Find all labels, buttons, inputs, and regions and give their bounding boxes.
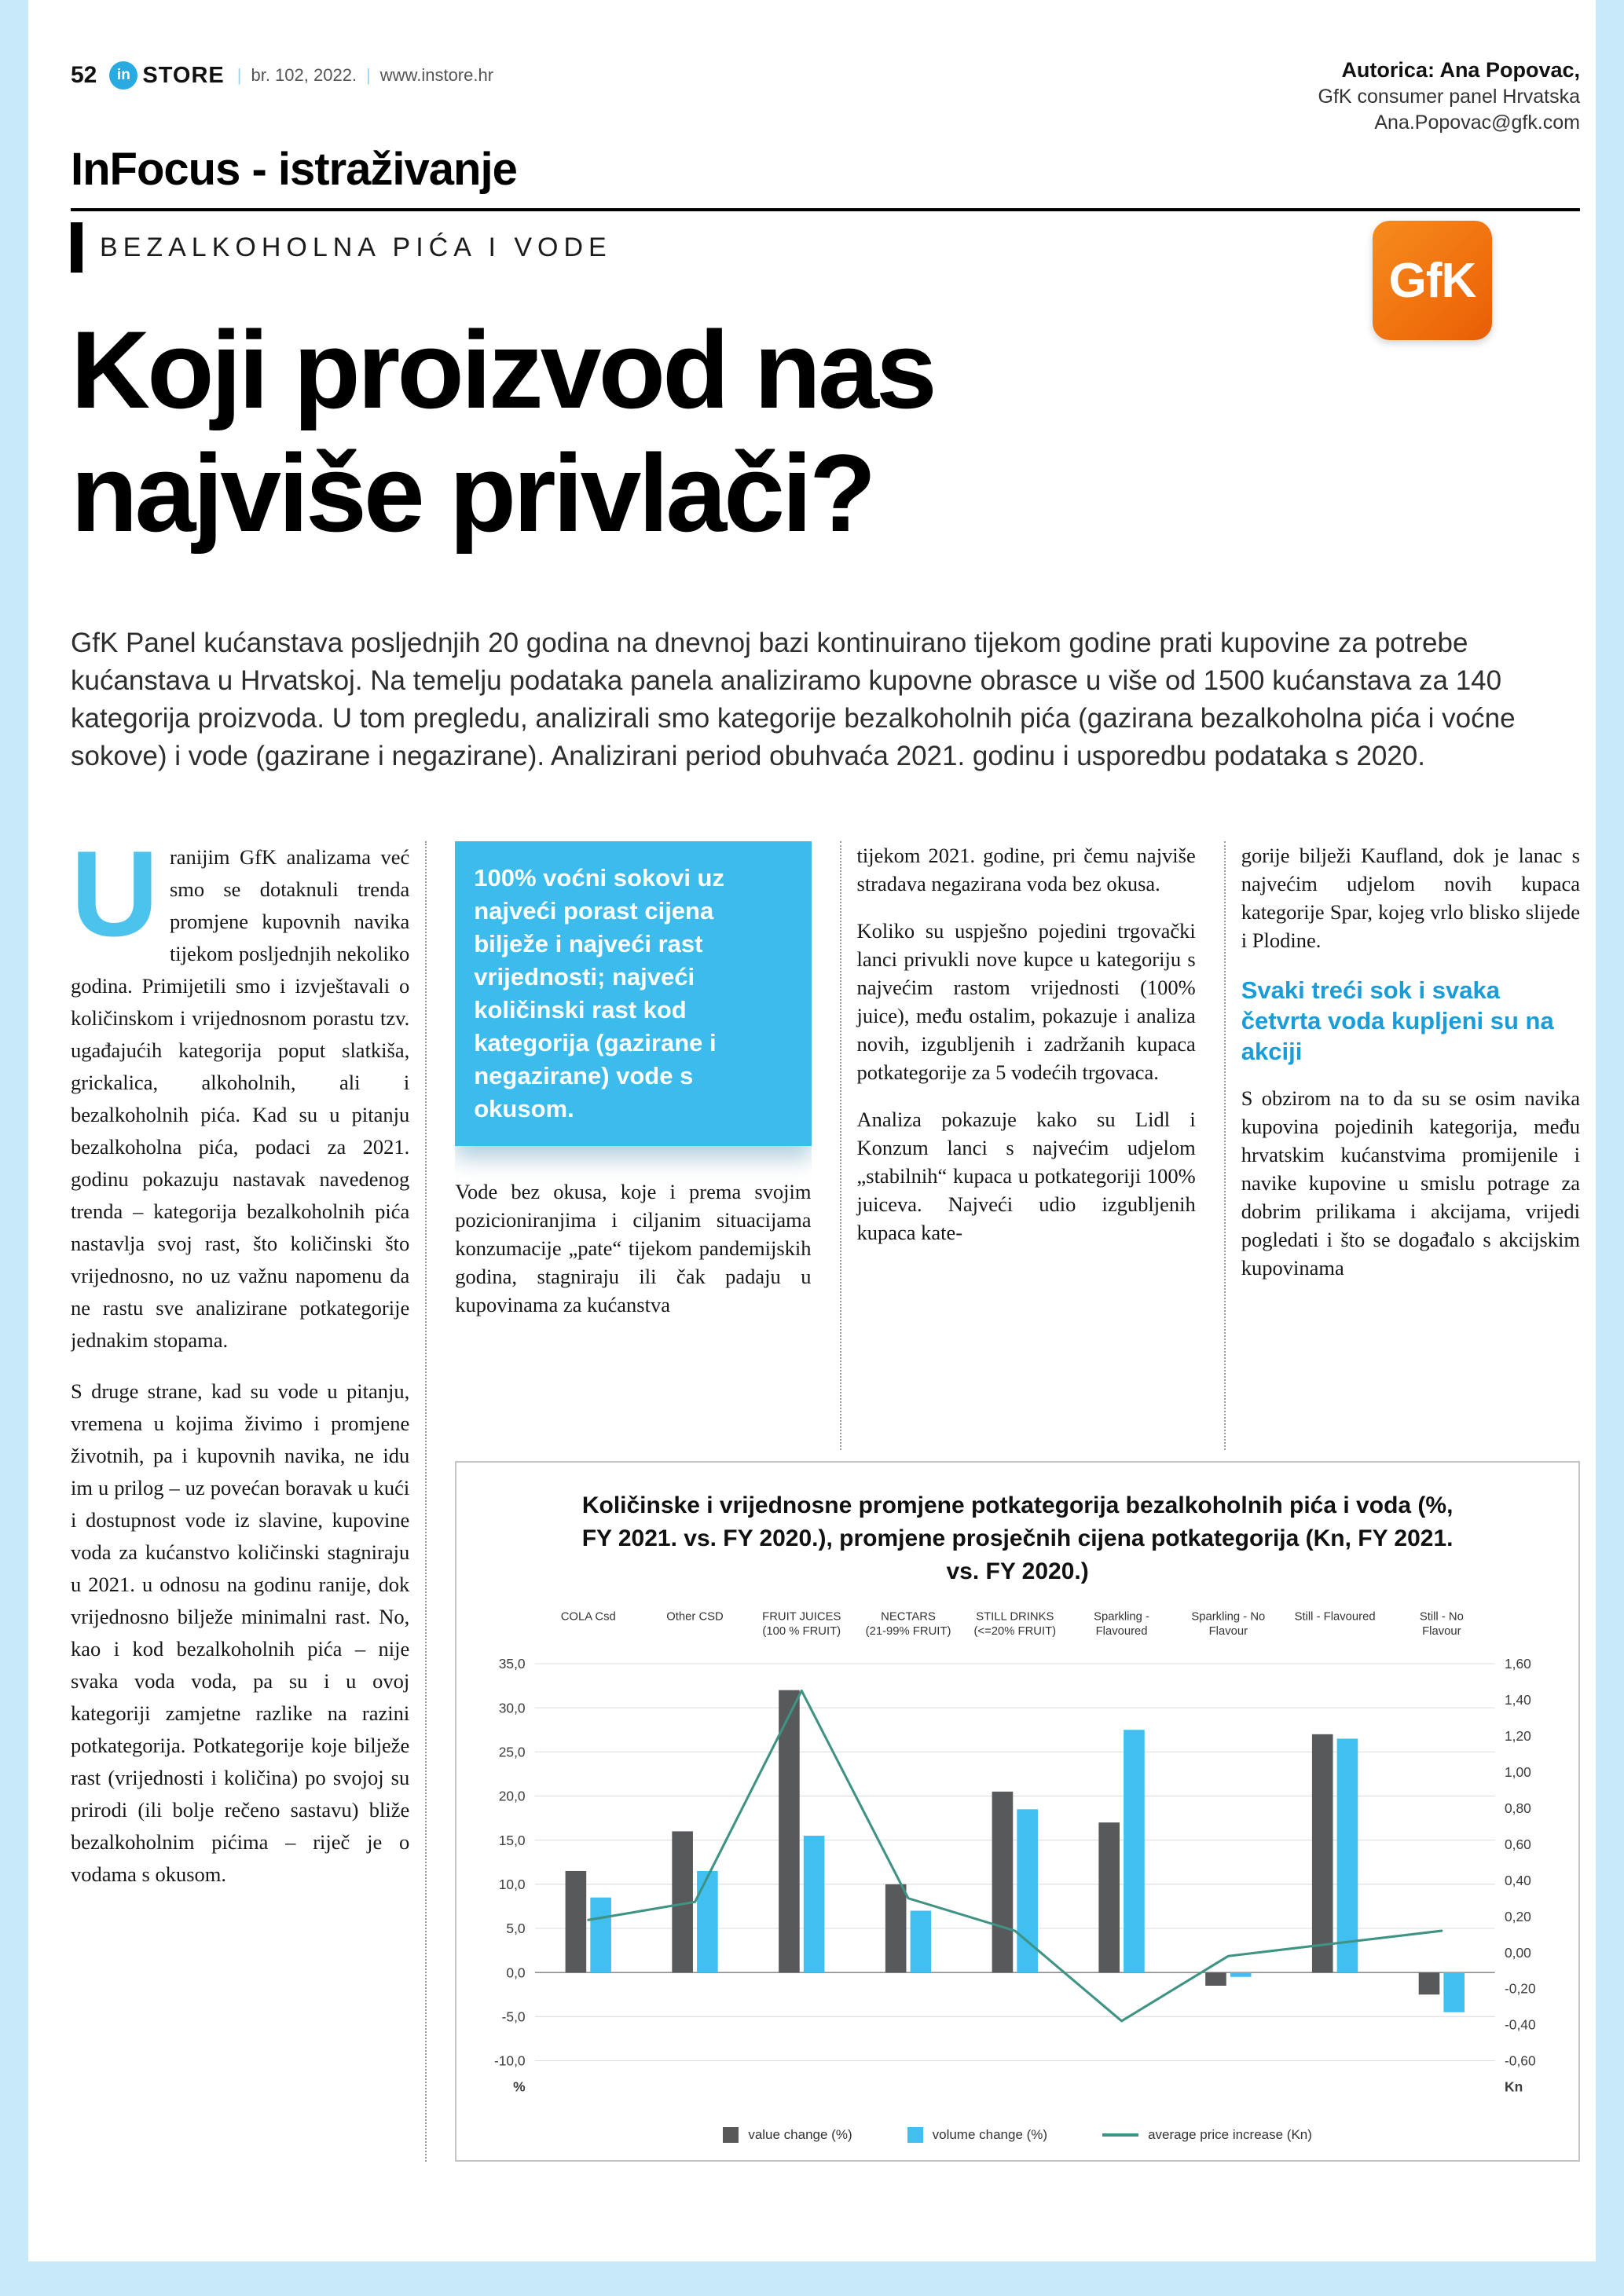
svg-text:35,0: 35,0 [499, 1655, 526, 1672]
instore-logo [109, 61, 224, 90]
chart-box [455, 1461, 1580, 2162]
paragraph: tijekom 2021. godine, pri čemu najviše stradava negazirana voda bez okusa. [856, 843, 1196, 895]
svg-text:(<=20% FRUIT): (<=20% FRUIT) [973, 1624, 1057, 1638]
legend-item-value-change [723, 2127, 852, 2143]
section-title-sub: - istraživanje [251, 144, 517, 196]
svg-text:NECTARS: NECTARS [881, 1610, 937, 1624]
paragraph: Koliko su uspješno pojedini trgovački lanci privukli nove kupce u kategoriju s najvećim rastom vrijednosti (100% juice), među ostalim, pokazuje i analiza novih, izgubljenih i zadržanih kupaca potkategorije za 5 vodećih trgovaca. [856, 918, 1196, 1084]
category-label: BEZALKOHOLNA PIĆA I VODE [100, 232, 612, 262]
svg-text:0,20: 0,20 [1505, 1908, 1532, 1924]
website-link[interactable]: www.instore.hr [379, 65, 494, 85]
masthead-left [71, 57, 493, 90]
legend-swatch-price-line [1102, 2133, 1138, 2137]
issue-label: br. 102, 2022. [251, 65, 357, 85]
svg-text:-5,0: -5,0 [501, 2009, 526, 2025]
column-4 [1224, 841, 1580, 1450]
masthead [71, 0, 1580, 135]
svg-text:Other CSD: Other CSD [666, 1610, 724, 1624]
svg-text:-0,40: -0,40 [1505, 2016, 1536, 2033]
legend-swatch-volume-change [907, 2127, 923, 2143]
svg-text:Sparkling -: Sparkling - [1094, 1610, 1150, 1624]
svg-text:COLA Csd: COLA Csd [560, 1610, 617, 1624]
article-body [71, 841, 1580, 2162]
svg-text:FRUIT JUICES: FRUIT JUICES [762, 1610, 841, 1624]
lead-paragraph: GfK Panel kućanstava posljednjih 20 godina na dnevnoj bazi kontinuirano tijekom godine prati kupovine za potrebe kućanstava u Hrvatskoj. Na temelju podataka panela analiziramo kupovne obrasce u više od 1500 kućanstava za 140 kategorija proizvoda. U tom pregledu, analizirali smo kategorije bezalkoholnih pića (gazirana bezalkoholna pića i voćne sokove) i vode (gazirane i negazirane). Analizirani period obuhvaća 2021. godinu i usporedbu podataka s 2020. [71, 627, 1516, 771]
author-org: GfK consumer panel Hrvatska [1318, 86, 1580, 108]
separator-icon: | [236, 65, 242, 85]
svg-text:0,80: 0,80 [1505, 1800, 1532, 1816]
paragraph: S obzirom na to da su se osim navika kupovina pojedinih kategorija, među hrvatskim kućanstvima promijenile i navike kupovine u smislu potrage za dobrim prilikama i akcijama, vrijedi pogledati i što se događalo s akcijskim kupovinama [1241, 1086, 1580, 1280]
svg-text:%: % [513, 2078, 526, 2095]
section-title-main: InFocus [71, 144, 240, 196]
chart-svg [471, 1596, 1564, 2118]
author-name: Autorica: Ana Popovac, [1341, 58, 1580, 82]
svg-text:30,0: 30,0 [499, 1699, 526, 1716]
svg-text:0,40: 0,40 [1505, 1872, 1532, 1888]
article-headline [71, 309, 1580, 555]
svg-text:15,0: 15,0 [499, 1832, 526, 1848]
svg-text:0,00: 0,00 [1505, 1944, 1532, 1961]
section-title [71, 143, 1580, 196]
svg-text:-0,20: -0,20 [1505, 1980, 1536, 1997]
paragraph: S druge strane, kad su vode u pitanju, vremena u kojima živimo i promjene životnih, pa i kupovnih navika, ne idu im u prilog – uz povećan boravak u kući i dostupnost vode iz slavine, kupovine voda za kućanstvo količinski stagniraju u 2021. u odnosu na godinu ranije, dok vrijednosno bilježe minimalni rast. No, kao i kod bezalkoholnih pića – nije svaka voda voda, pa su i u ovoj kategoriji zamjetne razlike na razini potkategorija. Potkategorije koje bilježe rast (vrijednosti i količina) po svojoj su prirodi (ili bolje rečeno sastavu) bliže bezalkoholnim pićima – riječ je o vodama s okusom. [71, 1379, 410, 1886]
svg-text:(100 % FRUIT): (100 % FRUIT) [762, 1624, 841, 1638]
page-edge-bottom [0, 2261, 1624, 2296]
kicker-row [71, 211, 1580, 308]
magazine-name: STORE [142, 62, 225, 88]
callout-box [455, 841, 811, 1146]
svg-text:0,0: 0,0 [506, 1964, 526, 1980]
instore-logo-icon: in [109, 61, 137, 90]
category-marker-bar [71, 222, 82, 273]
legend-label: value change (%) [748, 2126, 852, 2142]
category-kicker [71, 211, 1580, 273]
svg-text:Flavoured: Flavoured [1095, 1624, 1148, 1638]
svg-text:10,0: 10,0 [499, 1876, 526, 1892]
svg-text:-10,0: -10,0 [494, 2052, 526, 2069]
paragraph: gorije bilježi Kaufland, dok je lanac s najvećim udjelom novih kupaca kategorije Spar, kojeg vrlo blisko slijede i Plodine. [1241, 843, 1580, 952]
gfk-logo-text: GfK [1388, 253, 1476, 308]
callout-text: 100% voćni sokovi uz najveći porast cijena bilježe i najveći rast vrijednosti; najveći količinski rast kod kategorija (gazirane i negazirane) vode s okusom. [474, 863, 724, 1122]
page-number: 52 [71, 62, 97, 88]
paragraph [71, 841, 409, 1357]
svg-text:Still - Flavoured: Still - Flavoured [1294, 1610, 1376, 1624]
gfk-logo [1373, 221, 1492, 340]
separator-icon: | [366, 65, 371, 85]
dropcap: U [71, 840, 159, 961]
svg-text:Flavour: Flavour [1422, 1624, 1461, 1638]
paragraph-text: ranijim GfK analizama već smo se dotaknuli trenda promjene kupovnih navika tijekom posljednjih nekoliko godina. Primijetili smo i izvještavali o količinskom i vrijednosnom porastu tzv. ugađajućih kategorija poput slatkiša, grickalica, alkoholnih, ali i bezalkoholnih pića. Kad su u pitanju bezalkoholna pića, podaci za 2021. godinu pokazuju nastavak navedenog trenda – kategorija bezalkoholnih pića nastavlja svoj rast, što količinski što vrijednosno, no uz važnu napomenu da ne rastu sve analizirane potkategorije jednakim stopama. [71, 844, 410, 1352]
column-1 [71, 841, 427, 2162]
svg-text:0,60: 0,60 [1505, 1836, 1532, 1852]
chart-legend [471, 2127, 1564, 2143]
svg-text:1,00: 1,00 [1505, 1763, 1532, 1780]
legend-item-price-increase [1102, 2127, 1312, 2143]
column-2 [455, 841, 811, 1450]
subheading: Svaki treći sok i svaka četvrta voda kupljeni su na akciji [1241, 976, 1554, 1065]
svg-text:(21-99% FRUIT): (21-99% FRUIT) [865, 1624, 951, 1638]
svg-text:Sparkling - No: Sparkling - No [1191, 1610, 1266, 1624]
paragraph: Analiza pokazuje kako su Lidl i Konzum lanci s najvećim udjelom „stabilnih“ kupaca u potkategoriji 100% juiceva. Najveći udio izgubljenih kupaca kate- [856, 1107, 1196, 1244]
chart-title: Količinske i vrijednosne promjene potkategorija bezalkoholnih pića i voda (%, FY 2021. vs. FY 2020.), promjene prosječnih cijena potkategorija (Kn, FY 2021. vs. FY 2020.) [581, 1492, 1454, 1584]
svg-text:20,0: 20,0 [499, 1788, 526, 1804]
legend-label: average price increase (Kn) [1148, 2126, 1312, 2142]
headline-line-2: najviše privlači? [71, 430, 874, 555]
svg-text:25,0: 25,0 [499, 1744, 526, 1760]
svg-text:Kn: Kn [1505, 2078, 1523, 2095]
svg-text:1,20: 1,20 [1505, 1727, 1532, 1744]
issue-row [237, 65, 493, 86]
author-block [1318, 57, 1580, 135]
legend-label: volume change (%) [932, 2126, 1048, 2142]
svg-text:1,40: 1,40 [1505, 1691, 1532, 1708]
legend-item-volume-change [907, 2127, 1047, 2143]
author-email[interactable]: Ana.Popovac@gfk.com [1374, 111, 1580, 134]
chart-plot-area [471, 1596, 1564, 2122]
svg-text:1,60: 1,60 [1505, 1655, 1532, 1672]
svg-text:Still - No: Still - No [1420, 1610, 1465, 1624]
svg-text:STILL DRINKS: STILL DRINKS [976, 1610, 1054, 1624]
svg-text:5,0: 5,0 [506, 1920, 526, 1936]
svg-text:Flavour: Flavour [1208, 1624, 1248, 1638]
svg-text:-0,60: -0,60 [1505, 2052, 1536, 2069]
headline-line-1: Koji proizvod nas [71, 308, 934, 432]
column-3 [840, 841, 1196, 1450]
paragraph: Vode bez okusa, koje i prema svojim pozicioniranjima i ciljanim situacijama konzumacije „pate“ tijekom pandemijskih godina, stagniraju ili čak padaju u kupovinama za kućanstva [455, 1179, 812, 1316]
legend-swatch-value-change [723, 2127, 739, 2143]
